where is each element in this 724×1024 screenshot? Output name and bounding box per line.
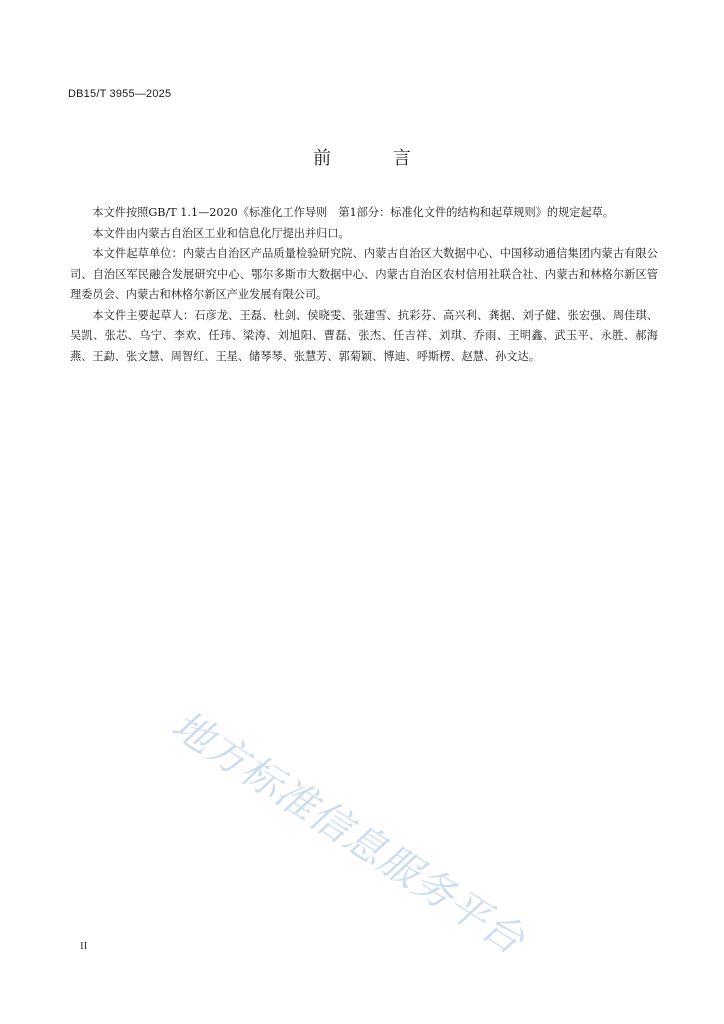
foreword-body (70, 203, 658, 367)
paragraph-proposer: 本文件由内蒙古自治区工业和信息化厅提出并归口。 (92, 226, 350, 240)
watermark: 地方标准信息服务平台 (163, 702, 533, 965)
paragraph-drafters: 本文件主要起草人：石彦龙、王磊、杜剑、侯晓雯、张建雪、抗彩芬、高兴利、龚据、刘子健、张宏强、周佳琪、吴凯、张芯、乌宁、李欢、任玮、梁涛、刘旭阳、曹磊、张杰、任吉祥、刘琪、乔雨、王明鑫、武玉平、永胜、郝海燕、王勐、张文慧、周智红、王星、储琴琴、张慧芳、郭菊颖、博迪、呼斯楞、赵慧、孙文达。 (70, 308, 658, 363)
paragraph-drafting-units: 本文件起草单位：内蒙古自治区产品质量检验研究院、内蒙古自治区大数据中心、中国移动通信集团内蒙古有限公司、自治区军民融合发展研究中心、鄂尔多斯市大数据中心、内蒙古自治区农村信用社联合社、内蒙古和林格尔新区管理委员会、内蒙古和林格尔新区产业发展有限公司。 (70, 247, 658, 301)
document-code: DB15/T 3955—2025 (68, 88, 172, 100)
page-title: 前 言 (313, 148, 439, 169)
paragraph-drafting-basis: 本文件按照GB/T 1.1—2020《标准化工作导则 第1部分：标准化文件的结构和起草规则》的规定起草。 (92, 206, 615, 219)
page-number: II (80, 940, 88, 952)
